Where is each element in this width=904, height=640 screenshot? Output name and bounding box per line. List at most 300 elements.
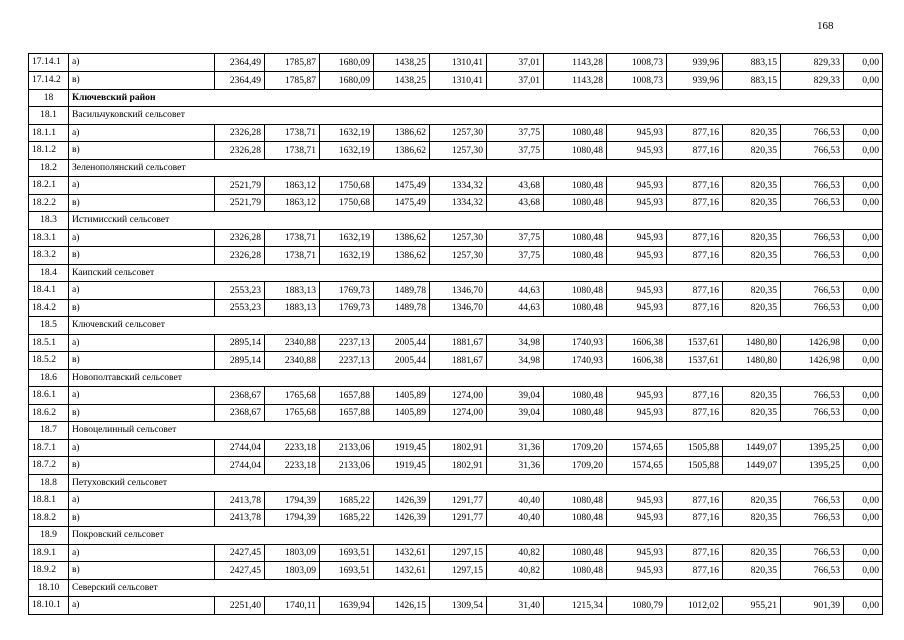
value-cell: 2368,67 bbox=[215, 404, 265, 422]
value-cell: 0,00 bbox=[844, 72, 883, 90]
value-cell: 0,00 bbox=[844, 54, 883, 72]
value-cell: 766,53 bbox=[781, 509, 844, 527]
value-cell: 820,35 bbox=[723, 562, 781, 580]
value-cell: 877,16 bbox=[667, 387, 723, 405]
value-cell: 766,53 bbox=[781, 282, 844, 300]
row-id: 18.4 bbox=[29, 264, 69, 282]
row-subitem: в) bbox=[69, 299, 215, 317]
row-id: 18.2.2 bbox=[29, 194, 69, 212]
value-cell: 1257,30 bbox=[430, 247, 487, 265]
value-cell: 2521,79 bbox=[215, 177, 265, 195]
council-name: Новополтавский сельсовет bbox=[69, 369, 883, 387]
value-cell: 1080,48 bbox=[544, 404, 607, 422]
row-id: 18.2.1 bbox=[29, 177, 69, 195]
value-cell: 766,53 bbox=[781, 299, 844, 317]
row-id: 18.2 bbox=[29, 159, 69, 177]
value-cell: 1297,15 bbox=[430, 544, 487, 562]
value-cell: 1426,15 bbox=[374, 597, 430, 615]
value-cell: 1438,25 bbox=[374, 54, 430, 72]
table-row bbox=[29, 299, 883, 317]
row-subitem: а) bbox=[69, 597, 215, 615]
value-cell: 2326,28 bbox=[215, 229, 265, 247]
table-row bbox=[29, 387, 883, 405]
value-cell: 1919,45 bbox=[374, 457, 430, 475]
value-cell: 883,15 bbox=[723, 54, 781, 72]
council-header-row bbox=[29, 107, 883, 125]
value-cell: 1310,41 bbox=[430, 72, 487, 90]
value-cell: 766,53 bbox=[781, 124, 844, 142]
value-cell: 1738,71 bbox=[265, 229, 320, 247]
value-cell: 43,68 bbox=[487, 177, 544, 195]
row-id: 18.8.2 bbox=[29, 509, 69, 527]
table-row bbox=[29, 562, 883, 580]
value-cell: 0,00 bbox=[844, 124, 883, 142]
value-cell: 1334,32 bbox=[430, 177, 487, 195]
value-cell: 766,53 bbox=[781, 562, 844, 580]
row-id: 18 bbox=[29, 89, 69, 107]
value-cell: 1274,00 bbox=[430, 387, 487, 405]
value-cell: 1709,20 bbox=[544, 439, 607, 457]
value-cell: 1480,80 bbox=[723, 334, 781, 352]
value-cell: 883,15 bbox=[723, 72, 781, 90]
value-cell: 1143,28 bbox=[544, 54, 607, 72]
value-cell: 1386,62 bbox=[374, 124, 430, 142]
value-cell: 2553,23 bbox=[215, 299, 265, 317]
value-cell: 877,16 bbox=[667, 229, 723, 247]
value-cell: 945,93 bbox=[607, 177, 667, 195]
council-header-row bbox=[29, 212, 883, 230]
value-cell: 1738,71 bbox=[265, 247, 320, 265]
value-cell: 820,35 bbox=[723, 299, 781, 317]
value-cell: 0,00 bbox=[844, 492, 883, 510]
table-row bbox=[29, 54, 883, 72]
council-header-row bbox=[29, 369, 883, 387]
council-header-row bbox=[29, 527, 883, 545]
value-cell: 1426,98 bbox=[781, 334, 844, 352]
row-id: 18.7.2 bbox=[29, 457, 69, 475]
value-cell: 1574,65 bbox=[607, 439, 667, 457]
value-cell: 0,00 bbox=[844, 334, 883, 352]
table-row bbox=[29, 124, 883, 142]
council-header-row bbox=[29, 317, 883, 335]
value-cell: 766,53 bbox=[781, 229, 844, 247]
value-cell: 1685,22 bbox=[320, 492, 374, 510]
value-cell: 0,00 bbox=[844, 352, 883, 370]
value-cell: 0,00 bbox=[844, 387, 883, 405]
value-cell: 877,16 bbox=[667, 404, 723, 422]
value-cell: 1405,89 bbox=[374, 404, 430, 422]
council-header-row bbox=[29, 579, 883, 597]
council-header-row bbox=[29, 474, 883, 492]
row-subitem: а) bbox=[69, 54, 215, 72]
value-cell: 1802,91 bbox=[430, 439, 487, 457]
row-subitem: а) bbox=[69, 124, 215, 142]
council-name: Васильчуковский сельсовет bbox=[69, 107, 883, 125]
value-cell: 2413,78 bbox=[215, 509, 265, 527]
value-cell: 820,35 bbox=[723, 282, 781, 300]
value-cell: 955,21 bbox=[723, 597, 781, 615]
value-cell: 766,53 bbox=[781, 404, 844, 422]
row-subitem: в) bbox=[69, 194, 215, 212]
row-id: 18.3.1 bbox=[29, 229, 69, 247]
row-subitem: а) bbox=[69, 439, 215, 457]
table-row bbox=[29, 404, 883, 422]
value-cell: 766,53 bbox=[781, 194, 844, 212]
value-cell: 1346,70 bbox=[430, 282, 487, 300]
value-cell: 1480,80 bbox=[723, 352, 781, 370]
value-cell: 1008,73 bbox=[607, 54, 667, 72]
table-row bbox=[29, 457, 883, 475]
table-row bbox=[29, 544, 883, 562]
row-subitem: а) bbox=[69, 229, 215, 247]
row-id: 18.8.1 bbox=[29, 492, 69, 510]
value-cell: 1438,25 bbox=[374, 72, 430, 90]
value-cell: 37,75 bbox=[487, 142, 544, 160]
council-name: Новоцелинный сельсовет bbox=[69, 422, 883, 440]
value-cell: 1310,41 bbox=[430, 54, 487, 72]
table-row bbox=[29, 509, 883, 527]
value-cell: 40,40 bbox=[487, 509, 544, 527]
table-row bbox=[29, 194, 883, 212]
value-cell: 877,16 bbox=[667, 492, 723, 510]
value-cell: 1606,38 bbox=[607, 334, 667, 352]
value-cell: 1432,61 bbox=[374, 544, 430, 562]
value-cell: 40,82 bbox=[487, 562, 544, 580]
value-cell: 1426,39 bbox=[374, 492, 430, 510]
value-cell: 1426,98 bbox=[781, 352, 844, 370]
value-cell: 44,63 bbox=[487, 282, 544, 300]
value-cell: 1080,48 bbox=[544, 282, 607, 300]
value-cell: 1803,09 bbox=[265, 562, 320, 580]
table-row bbox=[29, 247, 883, 265]
value-cell: 2744,04 bbox=[215, 457, 265, 475]
value-cell: 1883,13 bbox=[265, 299, 320, 317]
value-cell: 1080,48 bbox=[544, 544, 607, 562]
row-id: 18.1.1 bbox=[29, 124, 69, 142]
value-cell: 820,35 bbox=[723, 544, 781, 562]
value-cell: 2133,06 bbox=[320, 439, 374, 457]
value-cell: 1740,93 bbox=[544, 352, 607, 370]
value-cell: 1537,61 bbox=[667, 352, 723, 370]
value-cell: 0,00 bbox=[844, 457, 883, 475]
value-cell: 1080,79 bbox=[607, 597, 667, 615]
value-cell: 1765,68 bbox=[265, 404, 320, 422]
value-cell: 1881,67 bbox=[430, 352, 487, 370]
row-id: 18.6.1 bbox=[29, 387, 69, 405]
value-cell: 34,98 bbox=[487, 352, 544, 370]
value-cell: 1386,62 bbox=[374, 247, 430, 265]
row-id: 18.9 bbox=[29, 527, 69, 545]
value-cell: 945,93 bbox=[607, 509, 667, 527]
value-cell: 766,53 bbox=[781, 544, 844, 562]
row-id: 18.1.2 bbox=[29, 142, 69, 160]
council-name: Каипский сельсовет bbox=[69, 264, 883, 282]
value-cell: 1291,77 bbox=[430, 492, 487, 510]
value-cell: 37,75 bbox=[487, 124, 544, 142]
value-cell: 0,00 bbox=[844, 597, 883, 615]
district-header-row bbox=[29, 89, 883, 107]
value-cell: 1680,09 bbox=[320, 54, 374, 72]
value-cell: 820,35 bbox=[723, 124, 781, 142]
value-cell: 2744,04 bbox=[215, 439, 265, 457]
table-row bbox=[29, 142, 883, 160]
value-cell: 766,53 bbox=[781, 247, 844, 265]
value-cell: 2233,18 bbox=[265, 439, 320, 457]
row-id: 18.5 bbox=[29, 317, 69, 335]
value-cell: 877,16 bbox=[667, 124, 723, 142]
value-cell: 2251,40 bbox=[215, 597, 265, 615]
value-cell: 2427,45 bbox=[215, 562, 265, 580]
value-cell: 829,33 bbox=[781, 54, 844, 72]
value-cell: 2005,44 bbox=[374, 334, 430, 352]
value-cell: 829,33 bbox=[781, 72, 844, 90]
value-cell: 1632,19 bbox=[320, 124, 374, 142]
row-subitem: а) bbox=[69, 282, 215, 300]
value-cell: 2427,45 bbox=[215, 544, 265, 562]
value-cell: 44,63 bbox=[487, 299, 544, 317]
row-id: 18.5.1 bbox=[29, 334, 69, 352]
value-cell: 1693,51 bbox=[320, 544, 374, 562]
value-cell: 945,93 bbox=[607, 282, 667, 300]
value-cell: 1346,70 bbox=[430, 299, 487, 317]
council-header-row bbox=[29, 422, 883, 440]
value-cell: 31,40 bbox=[487, 597, 544, 615]
value-cell: 0,00 bbox=[844, 194, 883, 212]
value-cell: 820,35 bbox=[723, 492, 781, 510]
value-cell: 1449,07 bbox=[723, 457, 781, 475]
row-id: 18.7.1 bbox=[29, 439, 69, 457]
value-cell: 2233,18 bbox=[265, 457, 320, 475]
value-cell: 1606,38 bbox=[607, 352, 667, 370]
value-cell: 37,01 bbox=[487, 54, 544, 72]
value-cell: 1740,11 bbox=[265, 597, 320, 615]
row-id: 18.3 bbox=[29, 212, 69, 230]
value-cell: 1309,54 bbox=[430, 597, 487, 615]
value-cell: 2237,13 bbox=[320, 352, 374, 370]
value-cell: 1574,65 bbox=[607, 457, 667, 475]
table-row bbox=[29, 439, 883, 457]
value-cell: 1505,88 bbox=[667, 439, 723, 457]
value-cell: 1080,48 bbox=[544, 124, 607, 142]
value-cell: 1505,88 bbox=[667, 457, 723, 475]
value-cell: 31,36 bbox=[487, 439, 544, 457]
value-cell: 1395,25 bbox=[781, 439, 844, 457]
value-cell: 820,35 bbox=[723, 404, 781, 422]
value-cell: 1632,19 bbox=[320, 229, 374, 247]
value-cell: 1012,02 bbox=[667, 597, 723, 615]
value-cell: 1080,48 bbox=[544, 562, 607, 580]
table-row bbox=[29, 597, 883, 615]
value-cell: 1632,19 bbox=[320, 142, 374, 160]
value-cell: 34,98 bbox=[487, 334, 544, 352]
value-cell: 1769,73 bbox=[320, 282, 374, 300]
value-cell: 0,00 bbox=[844, 562, 883, 580]
value-cell: 1709,20 bbox=[544, 457, 607, 475]
value-cell: 1919,45 bbox=[374, 439, 430, 457]
table-row bbox=[29, 282, 883, 300]
row-id: 18.4.1 bbox=[29, 282, 69, 300]
value-cell: 945,93 bbox=[607, 194, 667, 212]
value-cell: 820,35 bbox=[723, 247, 781, 265]
value-cell: 820,35 bbox=[723, 177, 781, 195]
value-cell: 1794,39 bbox=[265, 509, 320, 527]
value-cell: 1080,48 bbox=[544, 299, 607, 317]
value-cell: 0,00 bbox=[844, 282, 883, 300]
value-cell: 1297,15 bbox=[430, 562, 487, 580]
value-cell: 877,16 bbox=[667, 282, 723, 300]
row-subitem: в) bbox=[69, 509, 215, 527]
value-cell: 945,93 bbox=[607, 124, 667, 142]
row-id: 18.9.1 bbox=[29, 544, 69, 562]
value-cell: 877,16 bbox=[667, 509, 723, 527]
value-cell: 40,82 bbox=[487, 544, 544, 562]
row-subitem: в) bbox=[69, 457, 215, 475]
value-cell: 945,93 bbox=[607, 299, 667, 317]
value-cell: 901,39 bbox=[781, 597, 844, 615]
council-header-row bbox=[29, 264, 883, 282]
row-subitem: в) bbox=[69, 562, 215, 580]
value-cell: 1008,73 bbox=[607, 72, 667, 90]
tariff-table bbox=[28, 53, 883, 615]
value-cell: 945,93 bbox=[607, 404, 667, 422]
value-cell: 39,04 bbox=[487, 404, 544, 422]
council-name: Истимисский сельсовет bbox=[69, 212, 883, 230]
value-cell: 877,16 bbox=[667, 299, 723, 317]
value-cell: 1405,89 bbox=[374, 387, 430, 405]
value-cell: 820,35 bbox=[723, 387, 781, 405]
value-cell: 877,16 bbox=[667, 177, 723, 195]
row-subitem: в) bbox=[69, 404, 215, 422]
value-cell: 1785,87 bbox=[265, 54, 320, 72]
row-id: 18.9.2 bbox=[29, 562, 69, 580]
value-cell: 1080,48 bbox=[544, 492, 607, 510]
row-id: 18.5.2 bbox=[29, 352, 69, 370]
value-cell: 2340,88 bbox=[265, 352, 320, 370]
value-cell: 1657,88 bbox=[320, 404, 374, 422]
value-cell: 939,96 bbox=[667, 54, 723, 72]
value-cell: 2237,13 bbox=[320, 334, 374, 352]
value-cell: 2340,88 bbox=[265, 334, 320, 352]
value-cell: 945,93 bbox=[607, 142, 667, 160]
value-cell: 1291,77 bbox=[430, 509, 487, 527]
district-name: Ключевский район bbox=[69, 89, 883, 107]
table-row bbox=[29, 492, 883, 510]
value-cell: 877,16 bbox=[667, 194, 723, 212]
value-cell: 1257,30 bbox=[430, 142, 487, 160]
row-subitem: а) bbox=[69, 334, 215, 352]
value-cell: 877,16 bbox=[667, 544, 723, 562]
value-cell: 2326,28 bbox=[215, 142, 265, 160]
value-cell: 766,53 bbox=[781, 177, 844, 195]
value-cell: 1740,93 bbox=[544, 334, 607, 352]
value-cell: 1738,71 bbox=[265, 124, 320, 142]
value-cell: 0,00 bbox=[844, 544, 883, 562]
row-id: 17.14.1 bbox=[29, 54, 69, 72]
value-cell: 37,75 bbox=[487, 247, 544, 265]
value-cell: 1080,48 bbox=[544, 142, 607, 160]
value-cell: 766,53 bbox=[781, 387, 844, 405]
value-cell: 1257,30 bbox=[430, 124, 487, 142]
row-subitem: а) bbox=[69, 492, 215, 510]
table-row bbox=[29, 177, 883, 195]
row-id: 17.14.2 bbox=[29, 72, 69, 90]
value-cell: 1426,39 bbox=[374, 509, 430, 527]
value-cell: 1765,68 bbox=[265, 387, 320, 405]
value-cell: 820,35 bbox=[723, 194, 781, 212]
value-cell: 1215,34 bbox=[544, 597, 607, 615]
council-name: Покровский сельсовет bbox=[69, 527, 883, 545]
value-cell: 1489,78 bbox=[374, 299, 430, 317]
value-cell: 1632,19 bbox=[320, 247, 374, 265]
row-subitem: в) bbox=[69, 352, 215, 370]
value-cell: 1080,48 bbox=[544, 229, 607, 247]
value-cell: 0,00 bbox=[844, 229, 883, 247]
value-cell: 945,93 bbox=[607, 247, 667, 265]
row-id: 18.4.2 bbox=[29, 299, 69, 317]
value-cell: 2368,67 bbox=[215, 387, 265, 405]
value-cell: 766,53 bbox=[781, 492, 844, 510]
value-cell: 0,00 bbox=[844, 177, 883, 195]
value-cell: 1386,62 bbox=[374, 142, 430, 160]
council-name: Петуховский сельсовет bbox=[69, 474, 883, 492]
value-cell: 820,35 bbox=[723, 509, 781, 527]
value-cell: 939,96 bbox=[667, 72, 723, 90]
row-id: 18.10.1 bbox=[29, 597, 69, 615]
value-cell: 1449,07 bbox=[723, 439, 781, 457]
value-cell: 820,35 bbox=[723, 229, 781, 247]
value-cell: 945,93 bbox=[607, 492, 667, 510]
value-cell: 1750,68 bbox=[320, 194, 374, 212]
value-cell: 0,00 bbox=[844, 439, 883, 457]
value-cell: 1639,94 bbox=[320, 597, 374, 615]
value-cell: 1685,22 bbox=[320, 509, 374, 527]
value-cell: 1334,32 bbox=[430, 194, 487, 212]
value-cell: 2895,14 bbox=[215, 352, 265, 370]
row-id: 18.8 bbox=[29, 474, 69, 492]
value-cell: 2895,14 bbox=[215, 334, 265, 352]
value-cell: 1080,48 bbox=[544, 177, 607, 195]
value-cell: 1693,51 bbox=[320, 562, 374, 580]
value-cell: 2364,49 bbox=[215, 54, 265, 72]
value-cell: 2133,06 bbox=[320, 457, 374, 475]
value-cell: 1475,49 bbox=[374, 194, 430, 212]
value-cell: 1080,48 bbox=[544, 387, 607, 405]
value-cell: 877,16 bbox=[667, 142, 723, 160]
value-cell: 0,00 bbox=[844, 509, 883, 527]
row-subitem: а) bbox=[69, 387, 215, 405]
value-cell: 877,16 bbox=[667, 247, 723, 265]
value-cell: 945,93 bbox=[607, 544, 667, 562]
row-id: 18.6 bbox=[29, 369, 69, 387]
value-cell: 1080,48 bbox=[544, 509, 607, 527]
value-cell: 945,93 bbox=[607, 562, 667, 580]
value-cell: 0,00 bbox=[844, 142, 883, 160]
row-id: 18.6.2 bbox=[29, 404, 69, 422]
row-subitem: в) bbox=[69, 72, 215, 90]
value-cell: 1863,12 bbox=[265, 177, 320, 195]
value-cell: 1143,28 bbox=[544, 72, 607, 90]
value-cell: 1537,61 bbox=[667, 334, 723, 352]
value-cell: 877,16 bbox=[667, 562, 723, 580]
value-cell: 2553,23 bbox=[215, 282, 265, 300]
value-cell: 1802,91 bbox=[430, 457, 487, 475]
value-cell: 945,93 bbox=[607, 229, 667, 247]
council-header-row bbox=[29, 159, 883, 177]
value-cell: 39,04 bbox=[487, 387, 544, 405]
value-cell: 1432,61 bbox=[374, 562, 430, 580]
value-cell: 2326,28 bbox=[215, 247, 265, 265]
value-cell: 820,35 bbox=[723, 142, 781, 160]
